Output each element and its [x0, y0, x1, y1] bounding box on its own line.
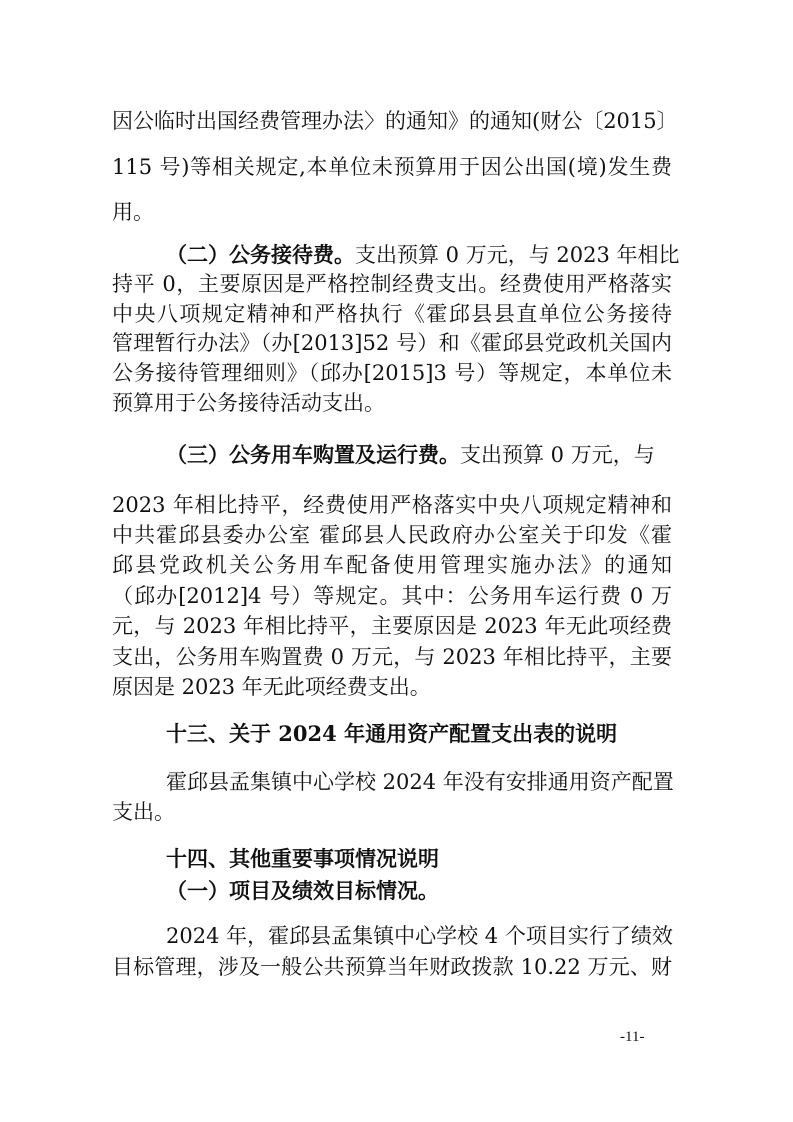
paragraph-line: 霍邱县孟集镇中心学校 2024 年没有安排通用资产配置 — [166, 770, 674, 794]
section-heading-vehicle: （三）公务用车购置及运行费。 — [166, 442, 460, 467]
paragraph-line: 支出。 — [112, 800, 175, 824]
page-number: -11- — [620, 1029, 645, 1045]
paragraph-line: 用。 — [112, 200, 154, 224]
paragraph-line: 管理暂行办法》（办[2013]52 号）和《霍邱县党政机关国内 — [112, 331, 672, 355]
paragraph-line: 目标管理，涉及一般公共预算当年财政拨款 10.22 万元、财 — [112, 955, 672, 979]
paragraph-line: 邱县党政机关公务用车配备使用管理实施办法》的通知 — [112, 553, 672, 577]
paragraph-text: 支出预算 0 万元，与 2023 年相比 — [355, 243, 680, 267]
vehicle-fee-paragraph-first-line — [166, 441, 672, 469]
paragraph-line: 115 号)等相关规定,本单位未预算用于因公出国(境)发生费 — [112, 155, 672, 179]
paragraph-line: 支出，公务用车购置费 0 万元，与 2023 年相比持平，主要 — [112, 645, 672, 669]
paragraph-line: 原因是 2023 年无此项经费支出。 — [112, 675, 431, 699]
paragraph-line: 中共霍邱县委办公室 霍邱县人民政府办公室关于印发《霍 — [112, 523, 672, 547]
paragraph-line: 中央八项规定精神和严格执行《霍邱县县直单位公务接待 — [112, 302, 672, 326]
paragraph-line: 持平 0，主要原因是严格控制经费支出。经费使用严格落实 — [112, 272, 672, 296]
paragraph-text: 支出预算 0 万元，与 — [460, 443, 655, 467]
paragraph-line: 2023 年相比持平，经费使用严格落实中央八项规定精神和 — [112, 493, 672, 517]
section-heading-13: 十三、关于 2024 年通用资产配置支出表的说明 — [166, 721, 618, 746]
paragraph-line: 2024 年，霍邱县孟集镇中心学校 4 个项目实行了绩效 — [166, 924, 673, 948]
paragraph-line: 公务接待管理细则》（邱办[2015]3 号）等规定，本单位未 — [112, 361, 672, 385]
paragraph-line: （邱办[2012]4 号）等规定。其中：公务用车运行费 0 万 — [112, 584, 672, 608]
subsection-heading-projects: （一）项目及绩效目标情况。 — [166, 878, 439, 903]
reception-fee-paragraph-first-line — [166, 241, 680, 269]
section-heading-14: 十四、其他重要事项情况说明 — [166, 846, 439, 871]
paragraph-line: 元，与 2023 年相比持平，主要原因是 2023 年无此项经费 — [112, 614, 672, 638]
paragraph-line: 预算用于公务接待活动支出。 — [112, 391, 385, 415]
paragraph-line: 因公临时出国经费管理办法〉的通知》的通知(财公〔2015〕 — [112, 109, 678, 133]
section-heading-reception: （二）公务接待费。 — [166, 242, 355, 267]
